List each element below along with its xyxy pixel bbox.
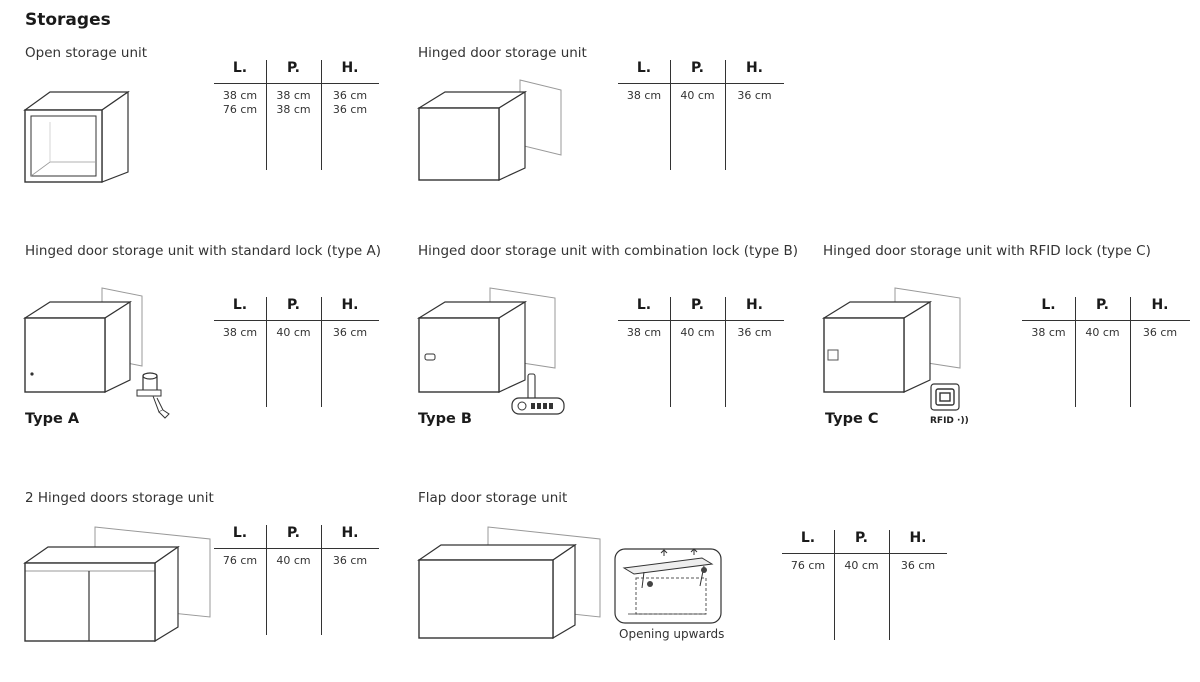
dimensions-table-lock-c: [1022, 297, 1190, 407]
cell-depth: 38 cm: [276, 89, 311, 102]
cell-depth: 40 cm: [680, 326, 715, 339]
cell-depth: 40 cm: [680, 89, 715, 102]
dimensions-table-two-doors: [214, 525, 379, 635]
cell-length: 38 cm: [626, 89, 662, 102]
rfid-badge: RFID ·)): [930, 416, 969, 426]
opening-upwards-caption: Opening upwards: [619, 627, 725, 641]
header-height: H.: [745, 60, 764, 76]
cell-height: 36 cm: [737, 89, 772, 102]
dimensions-table-flap: [782, 530, 947, 640]
header-height: H.: [1151, 297, 1169, 313]
header-height: H.: [341, 525, 359, 541]
header-height: H.: [909, 530, 927, 546]
cell-length: 76 cm: [222, 103, 258, 116]
header-length: L.: [232, 60, 248, 76]
cell-length: 76 cm: [222, 554, 258, 567]
cell-depth: 40 cm: [844, 559, 879, 572]
header-length: L.: [1041, 297, 1056, 313]
cell-height: 36 cm: [332, 326, 368, 339]
cell-height: 36 cm: [332, 554, 368, 567]
section-title-lock-c: Hinged door storage unit with RFID lock (type C): [823, 243, 1151, 259]
cell-height: 36 cm: [1142, 326, 1178, 339]
header-length: L.: [800, 530, 816, 546]
section-title-two-doors: 2 Hinged doors storage unit: [25, 490, 214, 506]
dimensions-table-lock-b: [618, 297, 784, 407]
header-depth: P.: [286, 60, 300, 76]
cell-length: 38 cm: [626, 326, 662, 339]
header-depth: P.: [286, 525, 300, 541]
type-a-label: Type A: [25, 411, 80, 427]
cell-length: 38 cm: [222, 89, 258, 102]
header-length: L.: [232, 525, 248, 541]
header-depth: P.: [286, 297, 300, 313]
dimensions-table-open: [214, 60, 379, 170]
type-c-label: Type C: [825, 411, 879, 427]
cell-depth: 40 cm: [276, 326, 311, 339]
header-depth: P.: [690, 60, 704, 76]
header-depth: P.: [854, 530, 868, 546]
two-door-unit-drawing: [20, 525, 215, 650]
header-length: L.: [636, 297, 652, 313]
cell-height: 36 cm: [737, 326, 772, 339]
header-depth: P.: [1095, 297, 1109, 313]
type-b-label: Type B: [418, 411, 472, 427]
cell-height: 36 cm: [332, 103, 368, 116]
cell-height: 36 cm: [900, 559, 936, 572]
section-title-flap: Flap door storage unit: [418, 490, 568, 506]
header-length: L.: [232, 297, 248, 313]
standard-lock-icon: [135, 368, 175, 423]
section-title-lock-b: Hinged door storage unit with combination lock (type B): [418, 243, 798, 259]
cell-length: 38 cm: [1031, 326, 1066, 339]
cell-height: 36 cm: [332, 89, 368, 102]
flap-door-unit-drawing: [415, 525, 610, 650]
page-title: Storages: [25, 10, 111, 30]
header-depth: P.: [690, 297, 704, 313]
section-title-open: Open storage unit: [25, 45, 148, 61]
hinged-door-unit-drawing: [415, 80, 565, 190]
header-height: H.: [341, 60, 359, 76]
cell-length: 76 cm: [790, 559, 826, 572]
cell-depth: 40 cm: [276, 554, 311, 567]
section-title-hinged: Hinged door storage unit: [418, 45, 587, 61]
open-storage-unit-drawing: [20, 82, 135, 187]
header-length: L.: [636, 60, 652, 76]
dimensions-table-hinged: [618, 60, 784, 170]
rfid-badge-label: RFID: [930, 416, 954, 426]
header-height: H.: [341, 297, 359, 313]
cell-depth: 38 cm: [276, 103, 311, 116]
cell-length: 38 cm: [222, 326, 258, 339]
section-title-lock-a: Hinged door storage unit with standard lock (type A): [25, 243, 382, 259]
cell-depth: 40 cm: [1085, 326, 1120, 339]
opening-upwards-diagram: [614, 548, 722, 624]
dimensions-table-lock-a: [214, 297, 379, 407]
header-height: H.: [745, 297, 764, 313]
rfid-icon: [928, 381, 962, 413]
combination-lock-icon: [510, 372, 570, 422]
